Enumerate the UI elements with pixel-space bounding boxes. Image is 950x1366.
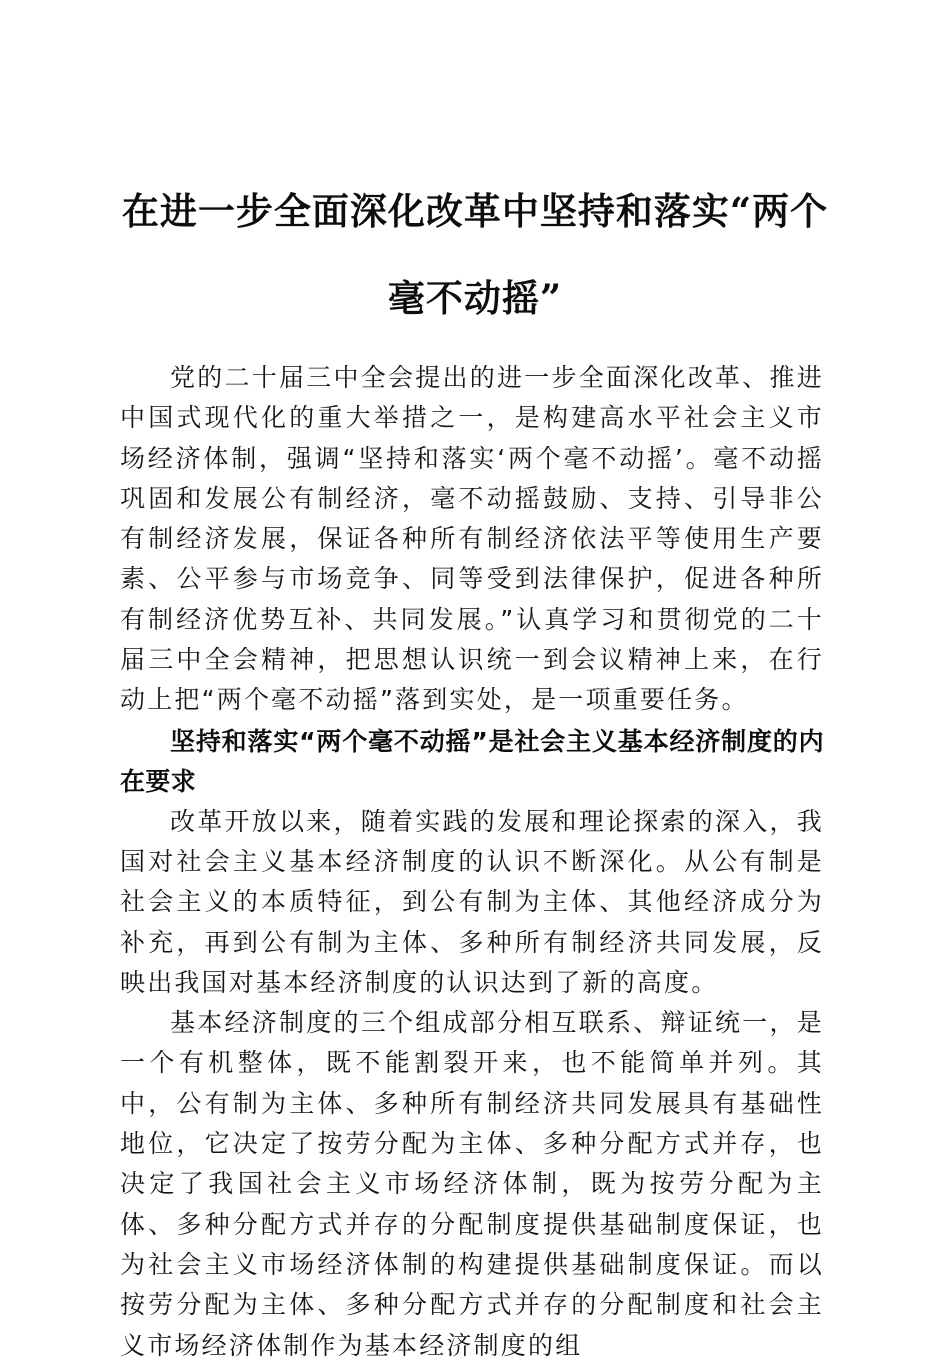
section-heading: 坚持和落实“两个毫不动摇”是社会主义基本经济制度的内在要求 xyxy=(120,726,824,796)
section-paragraph-2: 基本经济制度的三个组成部分相互联系、辩证统一，是一个有机整体，既不能割裂开来，也不能简单并列。其中，公有制为主体、多种所有制经济共同发展具有基础性地位，它决定了按劳分配为主体、多种分配方式并存，也决定了我国社会主义市场经济体制，既为按劳分配为主体、多种分配方式并存的分配制度提供基础制度保证，也为社会主义市场经济体制的构建提供基础制度保证。而以按劳分配为主体、多种分配方式并存的分配制度和社会主义市场经济体制作为基本经济制度的组 xyxy=(120,1008,824,1360)
document-title: 在进一步全面深化改革中坚持和落实“两个毫不动摇” xyxy=(121,189,829,320)
section-paragraph-1: 改革开放以来，随着实践的发展和理论探索的深入，我国对社会主义基本经济制度的认识不断深化。从公有制是社会主义的本质特征，到公有制为主体、其他经济成分为补充，再到公有制为主体、多种所有制经济共同发展，反映出我国对基本经济制度的认识达到了新的高度。 xyxy=(120,806,824,997)
document-body xyxy=(120,358,824,1366)
intro-paragraph: 党的二十届三中全会提出的进一步全面深化改革、推进中国式现代化的重大举措之一，是构建高水平社会主义市场经济体制，强调“坚持和落实‘两个毫不动摇’。毫不动摇巩固和发展公有制经济，毫不动摇鼓励、支持、引导非公有制经济发展，保证各种所有制经济依法平等使用生产要素、公平参与市场竞争、同等受到法律保护，促进各种所有制经济优势互补、共同发展。”认真学习和贯彻党的二十届三中全会精神，把思想认识统一到会议精神上来，在行动上把“两个毫不动摇”落到实处，是一项重要任务。 xyxy=(120,363,824,715)
